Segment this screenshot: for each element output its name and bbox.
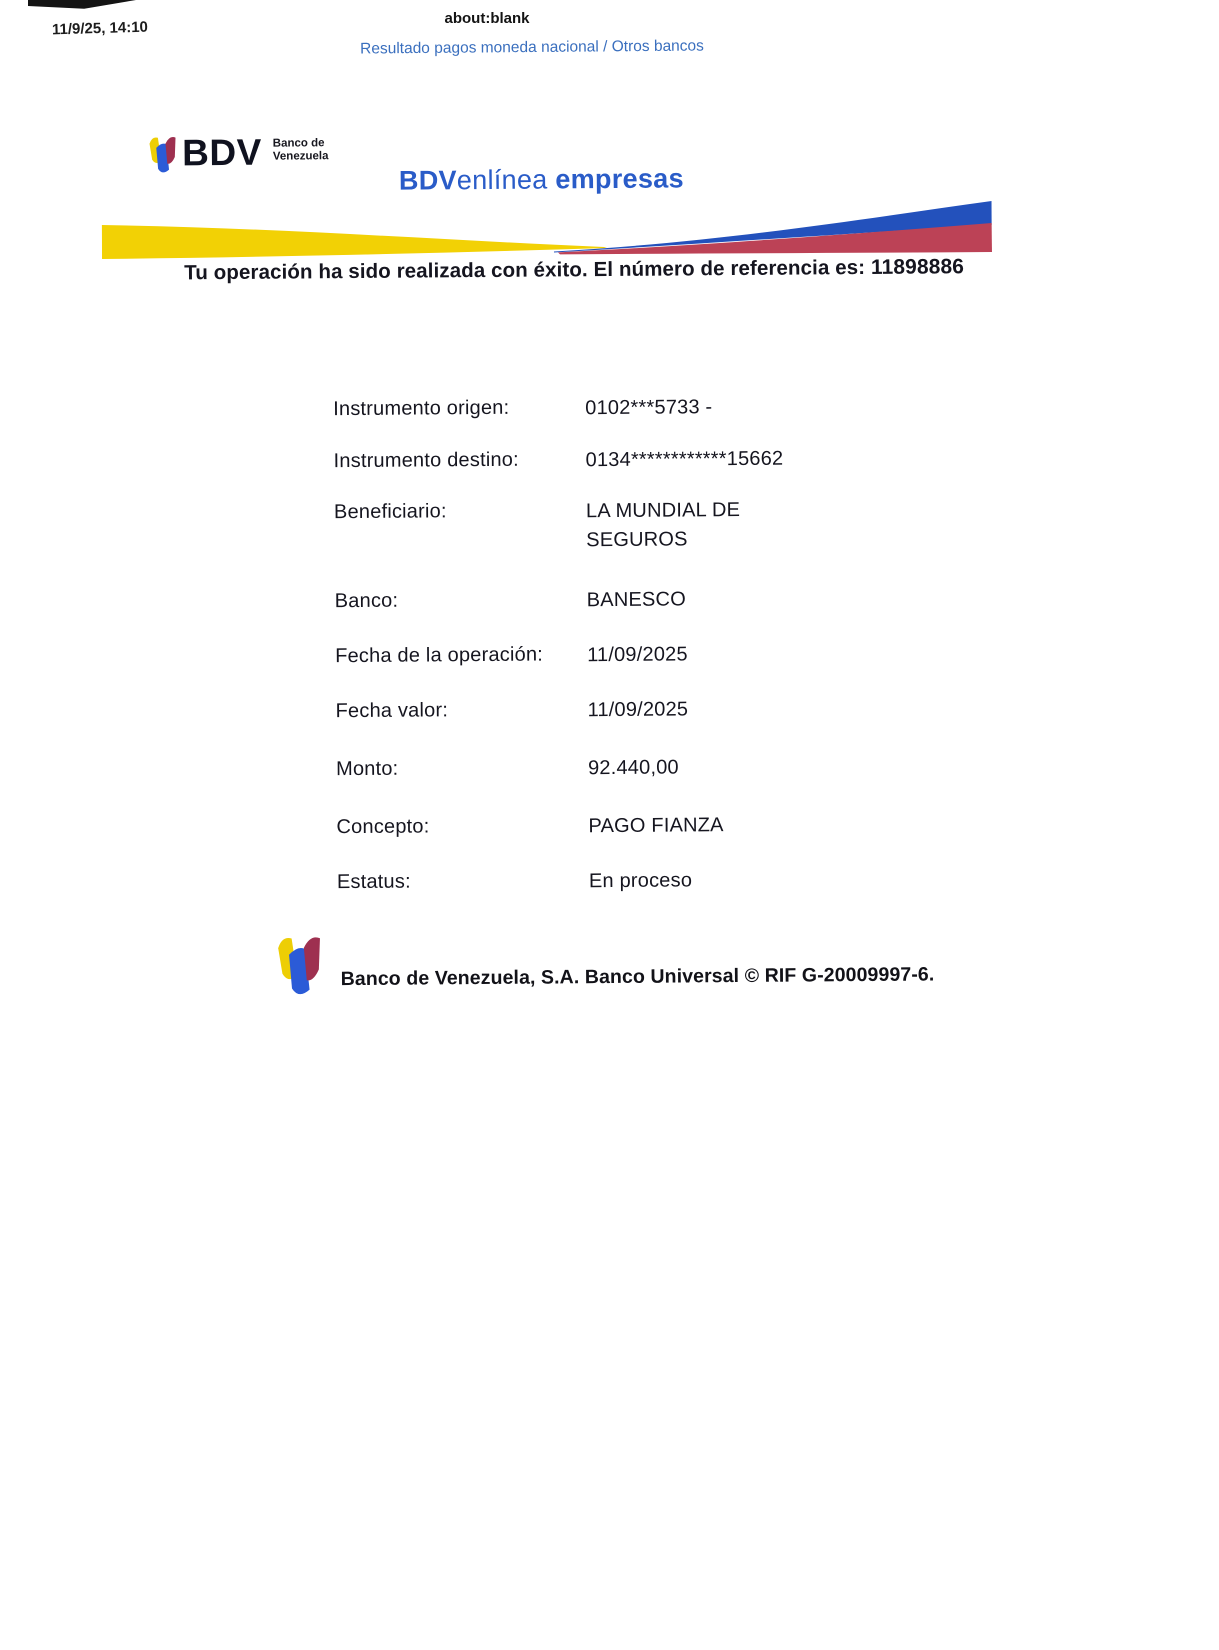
field-label: Instrumento destino: bbox=[333, 448, 519, 473]
print-page-link: Resultado pagos moneda nacional / Otros bancos bbox=[360, 37, 704, 58]
success-message-text: Tu operación ha sido realizada con éxito. El número de referencia es: bbox=[184, 256, 866, 285]
footer-legal-text: Banco de Venezuela, S.A. Banco Universal © RIF G-20009997-6. bbox=[340, 963, 935, 991]
field-label: Fecha valor: bbox=[335, 699, 449, 723]
field-value: En proceso bbox=[588, 869, 693, 893]
field-value: LA MUNDIAL DE SEGUROS bbox=[585, 498, 741, 552]
field-label: Concepto: bbox=[336, 815, 430, 839]
bdv-logo bbox=[144, 132, 329, 175]
print-timestamp: 11/9/25, 14:10 bbox=[51, 18, 149, 39]
field-value: PAGO FIANZA bbox=[588, 814, 724, 838]
success-message bbox=[184, 255, 964, 285]
field-label: Monto: bbox=[335, 757, 399, 781]
field-label: Beneficiario: bbox=[333, 500, 447, 524]
app-title-bdv: BDV bbox=[398, 165, 457, 196]
print-url-title: about:blank bbox=[444, 10, 530, 27]
app-title-empresas: empresas bbox=[555, 163, 684, 195]
field-value: 0134************15662 bbox=[585, 447, 784, 472]
bdv-logo-text: BDV bbox=[182, 131, 262, 174]
bdv-logo-subtext bbox=[273, 137, 329, 162]
field-value: BANESCO bbox=[586, 588, 686, 612]
field-value: 92.440,00 bbox=[587, 756, 679, 780]
field-label: Instrumento origen: bbox=[333, 396, 510, 421]
reference-number: 11898886 bbox=[870, 255, 965, 279]
field-label: Fecha de la operación: bbox=[335, 643, 544, 668]
flag-ribbon-banner bbox=[102, 195, 992, 262]
app-title bbox=[399, 163, 684, 196]
bdv-logo-icon bbox=[144, 133, 180, 175]
bdv-logo-subtext-line1: Banco de bbox=[272, 137, 325, 150]
bdv-footer-logo-icon bbox=[271, 930, 326, 1000]
field-value: 11/09/2025 bbox=[587, 698, 689, 722]
field-value: 11/09/2025 bbox=[587, 643, 688, 667]
field-label: Banco: bbox=[334, 589, 399, 613]
app-title-enlinea: enlínea bbox=[456, 164, 548, 196]
field-label: Estatus: bbox=[336, 870, 411, 894]
field-value: 0102***5733 - bbox=[585, 396, 713, 420]
bdv-logo-subtext-line2: Venezuela bbox=[272, 149, 329, 163]
